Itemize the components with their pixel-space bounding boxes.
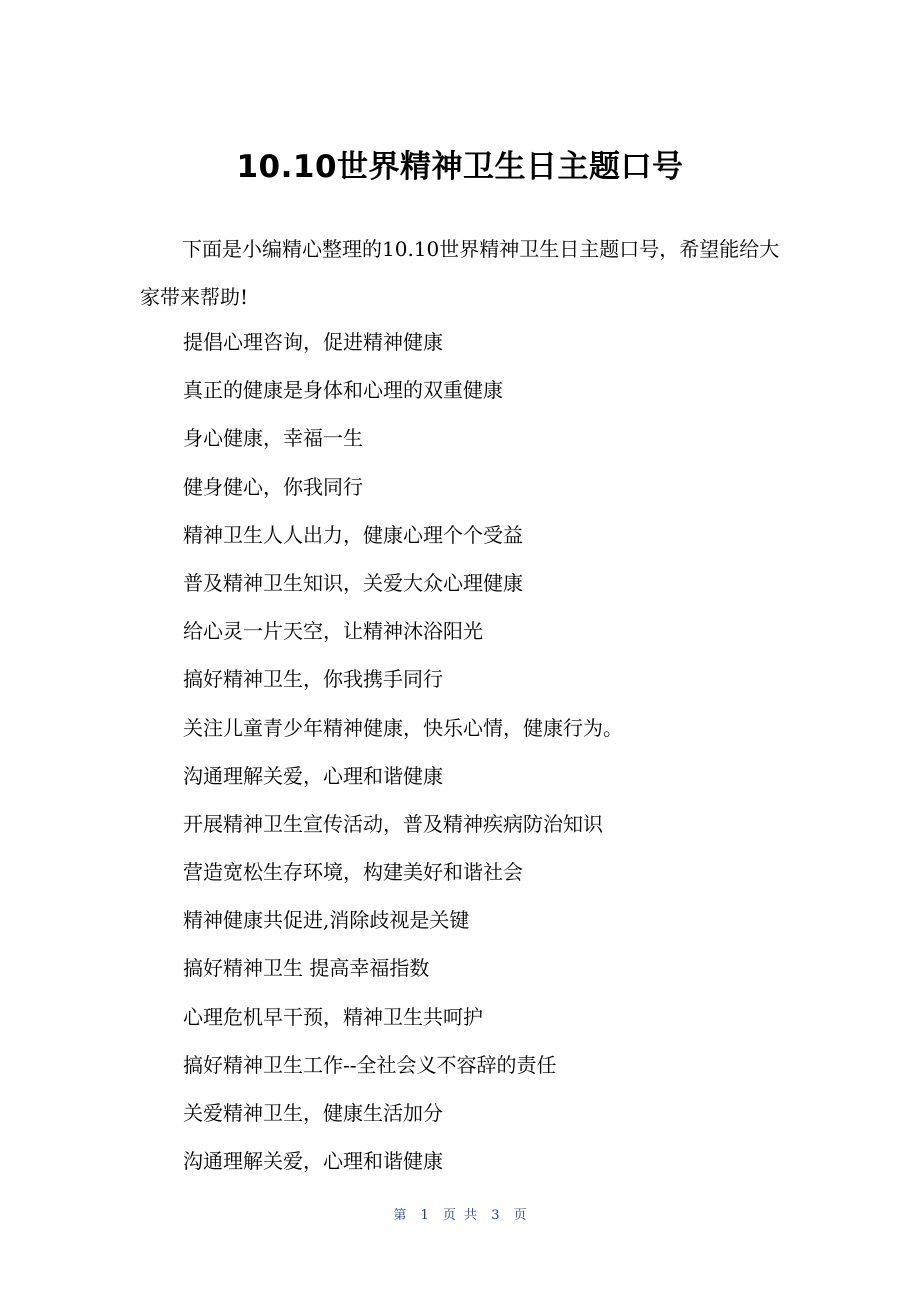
slogan-item: 给心灵一片天空，让精神沐浴阳光 bbox=[183, 619, 483, 644]
footer-page-number: 1 bbox=[420, 1208, 429, 1223]
slogan-item: 关注儿童青少年精神健康，快乐心情，健康行为。 bbox=[183, 715, 623, 740]
slogan-item: 沟通理解关爱，心理和谐健康 bbox=[183, 763, 443, 788]
document-title: 10.10世界精神卫生日主题口号 bbox=[236, 149, 684, 185]
footer-prefix: 第 bbox=[393, 1208, 407, 1223]
slogan-item: 搞好精神卫生 提高幸福指数 bbox=[183, 956, 430, 981]
slogan-item: 精神健康共促进,消除歧视是关键 bbox=[183, 908, 470, 933]
footer-middle: 页 共 bbox=[442, 1208, 478, 1223]
slogan-item: 精神卫生人人出力，健康心理个个受益 bbox=[183, 522, 523, 547]
intro-paragraph: 下面是小编精心整理的10.10世界精神卫生日主题口号，希望能给大家带来帮助! bbox=[140, 237, 780, 309]
slogan-item: 身心健康，幸福一生 bbox=[183, 426, 363, 451]
slogan-list bbox=[183, 318, 783, 1185]
slogan-item: 提倡心理咨询，促进精神健康 bbox=[183, 330, 443, 354]
slogan-item: 搞好精神卫生，你我携手同行 bbox=[183, 667, 443, 692]
slogan-item: 营造宽松生存环境，构建美好和谐社会 bbox=[183, 860, 523, 885]
slogan-item: 关爱精神卫生，健康生活加分 bbox=[183, 1101, 443, 1125]
slogan-item: 开展精神卫生宣传活动，普及精神疾病防治知识 bbox=[183, 811, 603, 836]
footer-total-pages: 3 bbox=[491, 1208, 500, 1223]
slogan-item: 心理危机早干预，精神卫生共呵护 bbox=[183, 1004, 483, 1029]
slogan-item: 普及精神卫生知识，关爱大众心理健康 bbox=[183, 570, 523, 595]
slogan-item: 沟通理解关爱，心理和谐健康 bbox=[183, 1149, 443, 1174]
slogan-item: 健身健心，你我同行 bbox=[183, 474, 363, 499]
slogan-item: 真正的健康是身体和心理的双重健康 bbox=[183, 378, 503, 403]
slogan-item: 搞好精神卫生工作--全社会义不容辞的责任 bbox=[183, 1052, 557, 1077]
page-footer bbox=[0, 1206, 920, 1226]
footer-suffix: 页 bbox=[513, 1208, 527, 1223]
